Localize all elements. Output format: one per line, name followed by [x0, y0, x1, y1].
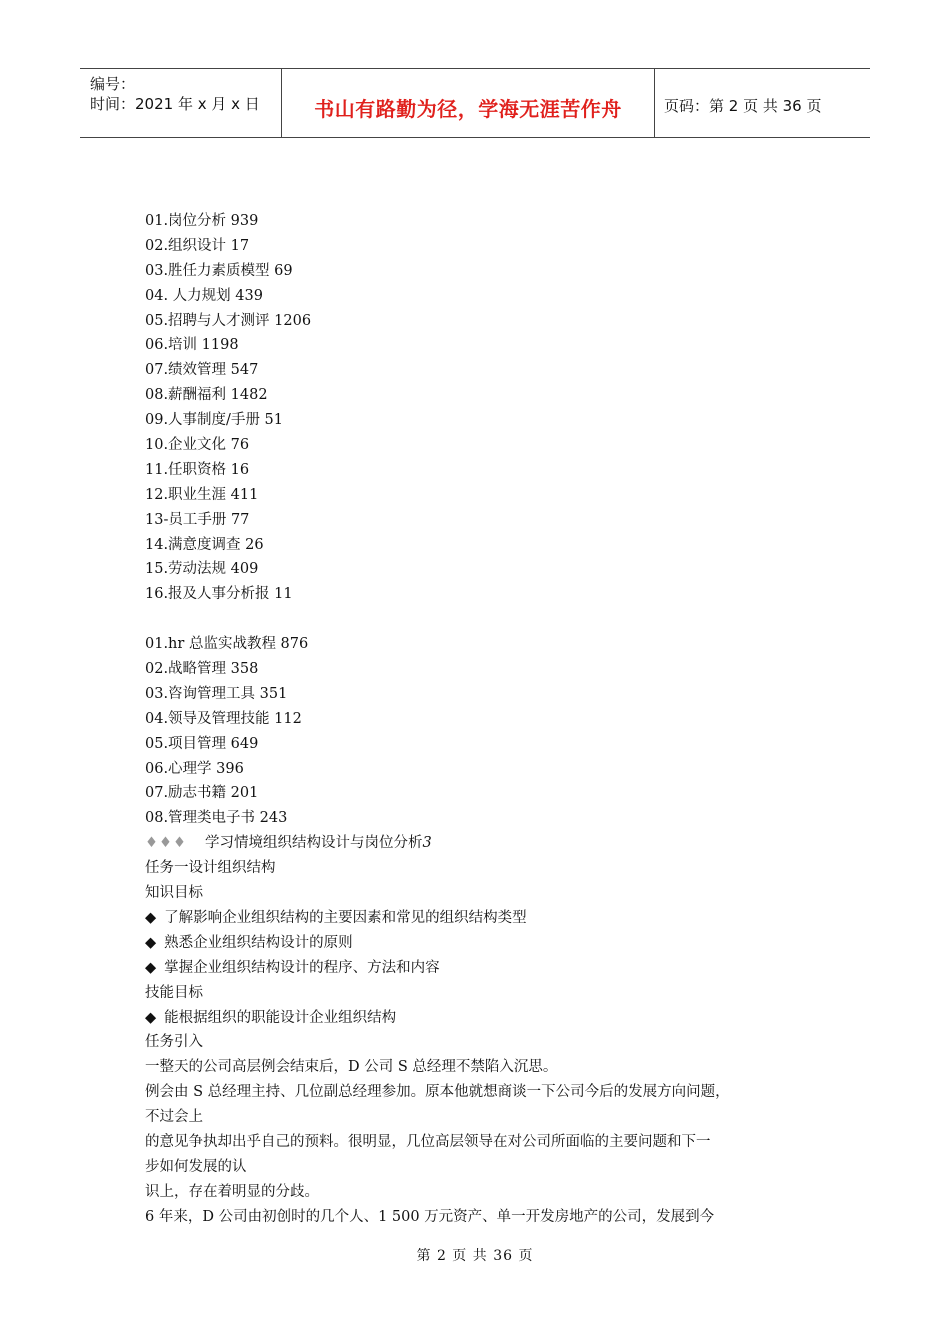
diamond-icons: ♦♦♦ — [145, 835, 187, 852]
section-title-text: 学习情境组织结构设计与岗位分析 — [205, 835, 423, 852]
document-number-label: 编号： — [90, 75, 136, 93]
skill-item-text: 能根据组织的职能设计企业组织结构 — [164, 1009, 397, 1026]
list-item: 06.心理学 396 — [145, 760, 244, 777]
list-item: 05.项目管理 649 — [145, 735, 259, 752]
task-title: 任务一设计组织结构 — [145, 860, 276, 877]
intro-heading: 任务引入 — [145, 1034, 203, 1051]
diamond-bullet-icon: ◆ — [145, 934, 157, 951]
list-item: 03.咨询管理工具 351 — [145, 685, 288, 702]
list-item: 02.组织设计 17 — [145, 237, 250, 254]
list-item: 08.薪酬福利 1482 — [145, 387, 268, 404]
document-date: 时间：2021 年 x 月 x 日 — [90, 95, 260, 113]
list-item: 03.胜任力素质模型 69 — [145, 262, 293, 279]
list-item: 06.培训 1198 — [145, 337, 239, 354]
list-item: 13-员工手册 77 — [145, 511, 250, 528]
list-item: 07.励志书籍 201 — [145, 785, 259, 802]
paragraph-line: 步如何发展的认 — [145, 1158, 247, 1175]
page-header — [80, 68, 870, 138]
list-item: 12.职业生涯 411 — [145, 486, 259, 503]
header-left-cell — [80, 69, 282, 137]
knowledge-item — [145, 931, 805, 956]
knowledge-item-text: 了解影响企业组织结构的主要因素和常见的组织结构类型 — [164, 909, 527, 926]
list-item: 16.报及人事分析报 11 — [145, 586, 293, 603]
knowledge-heading: 知识目标 — [145, 885, 203, 902]
list-item: 10.企业文化 76 — [145, 437, 250, 454]
skill-item — [145, 1006, 805, 1031]
section-title — [145, 831, 805, 856]
list-item: 01.hr 总监实战教程 876 — [145, 636, 309, 653]
spacer — [145, 607, 805, 632]
section-title-number: 3 — [422, 835, 432, 852]
knowledge-item-text: 熟悉企业组织结构设计的原则 — [164, 934, 353, 951]
header-page-info: 页码：第 2 页 共 36 页 — [664, 97, 822, 115]
list-item: 14.满意度调查 26 — [145, 536, 264, 553]
knowledge-item — [145, 956, 805, 981]
list-item: 02.战略管理 358 — [145, 661, 259, 678]
resource-list-2 — [145, 632, 805, 831]
diamond-bullet-icon: ◆ — [145, 909, 157, 926]
paragraph-line: 6 年来，D 公司由初创时的几个人、1 500 万元资产、单一开发房地产的公司，发展到今 — [145, 1208, 715, 1225]
list-item: 01.岗位分析 939 — [145, 213, 259, 229]
header-right-cell — [655, 69, 870, 137]
document-body — [145, 209, 805, 1230]
knowledge-item-text: 掌握企业组织结构设计的程序、方法和内容 — [164, 959, 440, 976]
list-item: 11.任职资格 16 — [145, 461, 250, 478]
resource-list-1 — [145, 209, 805, 607]
page-footer: 第 2 页 共 36 页 — [416, 1248, 534, 1264]
diamond-bullet-icon: ◆ — [145, 1009, 157, 1026]
list-item: 15.劳动法规 409 — [145, 561, 259, 578]
diamond-bullet-icon: ◆ — [145, 959, 157, 976]
list-item: 05.招聘与人才测评 1206 — [145, 312, 312, 329]
list-item: 04. 人力规划 439 — [145, 287, 263, 304]
header-middle-cell — [282, 69, 655, 137]
knowledge-item — [145, 906, 805, 931]
paragraph-line: 一整天的公司高层例会结束后，D 公司 S 总经理不禁陷入沉思。 — [145, 1059, 558, 1076]
list-item: 08.管理类电子书 243 — [145, 810, 288, 827]
list-item: 04.领导及管理技能 112 — [145, 710, 302, 727]
list-item: 07.绩效管理 547 — [145, 362, 259, 379]
paragraph-line: 的意见争执却出乎自己的预料。很明显，几位高层领导在对公司所面临的主要问题和下一 — [145, 1133, 711, 1150]
list-item: 09.人事制度/手册 51 — [145, 412, 284, 429]
header-motto: 书山有路勤为径，学海无涯苦作舟 — [314, 97, 622, 121]
paragraph-line: 例会由 S 总经理主持、几位副总经理参加。原本他就想商谈一下公司今后的发展方向问题， — [145, 1084, 730, 1101]
skill-heading: 技能目标 — [145, 984, 203, 1001]
paragraph-line: 不过会上 — [145, 1109, 203, 1126]
paragraph-line: 识上，存在着明显的分歧。 — [145, 1183, 319, 1200]
